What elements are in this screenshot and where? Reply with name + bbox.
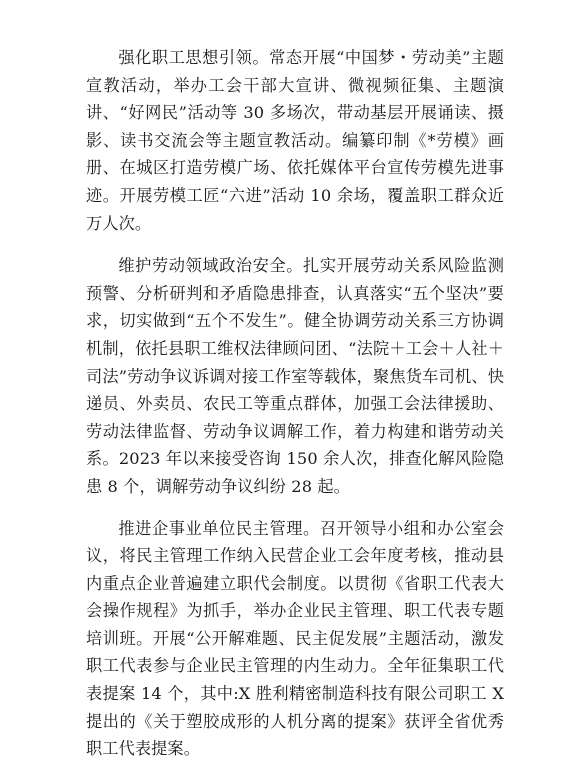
- paragraph-labor-political-security: 维护劳动领域政治安全。扎实开展劳动关系风险监测预警、分析研判和矛盾隐患排查，认真落实“五个坚决”要求，切实做到“五个不发生”。健全协调劳动关系三方协调机制，依托县职工维权法律顾问团、“法院＋工会＋人社＋司法”劳动争议诉调对接工作室等载体，聚焦货车司机、快递员、外卖员、农民工等重点群体，加强工会法律援助、劳动法律监督、劳动争议调解工作，着力构建和谐劳动关系。2023 年以来接受咨询 150 余人次，排查化解风险隐患 8 个，调解劳动争议纠纷 28 起。: [86, 256, 504, 496]
- paragraph-ideological-guidance: 强化职工思想引领。常态开展“中国梦・劳动美”主题宣教活动，举办工会干部大宣讲、微视频征集、主题演讲、“好网民”活动等 30 多场次，带动基层开展诵读、摄影、读书交流会等主题宣教活动。编纂印制《*劳模》画册、在城区打造劳模广场、依托媒体平台宣传劳模先进事迹。开展劳模工匠“六进”活动 10 余场，覆盖职工群众近万人次。: [86, 48, 504, 233]
- document-body: [86, 44, 504, 778]
- paragraph-democratic-management: 推进企事业单位民主管理。召开领导小组和办公室会议，将民主管理工作纳入民营企业工会年度考核，推动县内重点企业普遍建立职代会制度。以贯彻《省职工代表大会操作规程》为抓手，举办企业民主管理、职工代表专题培训班。开展“公开解难题、民主促发展”主题活动，激发职工代表参与企业民主管理的内生动力。全年征集职工代表提案 14 个，其中:X 胜利精密制造科技有限公司职工 X 提出的《关于塑胶成形的人机分离的提案》获评全省优秀职工代表提案。: [86, 518, 504, 759]
